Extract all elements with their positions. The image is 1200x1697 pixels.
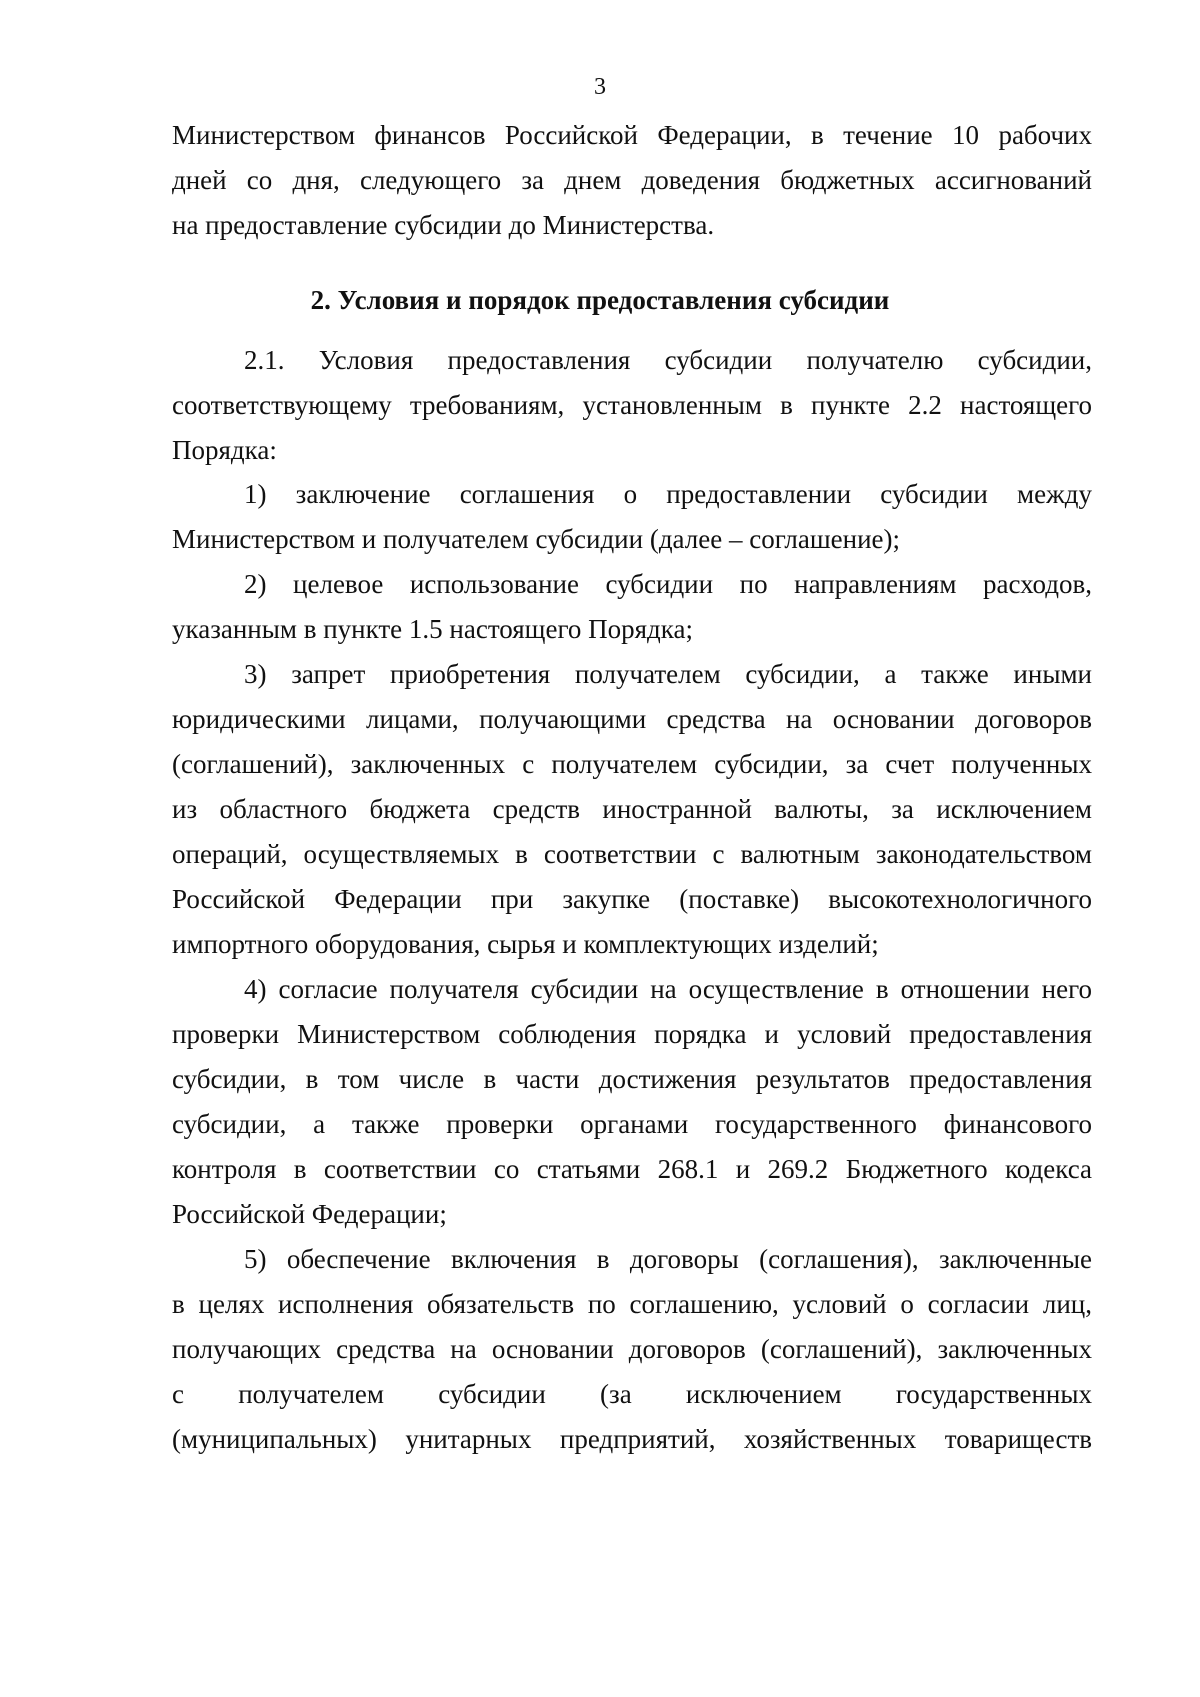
list-item-line: 2) целевое использование субсидии по направлениям расходов, — [244, 569, 1092, 599]
text-line: 2.1. Условия предоставления субсидии получателю субсидии, — [244, 345, 1092, 375]
list-item-line: 3) запрет приобретения получателем субсидии, а также иными — [244, 659, 1092, 689]
list-item-line: Российской Федерации при закупке (поставке) высокотехнологичного — [172, 884, 1092, 914]
text-line: дней со дня, следующего за днем доведения бюджетных ассигнований — [172, 165, 1092, 195]
list-item-line: импортного оборудования, сырья и комплектующих изделий; — [172, 929, 879, 959]
list-item-line: из областного бюджета средств иностранной валюты, за исключением — [172, 794, 1092, 824]
list-item-line: (муниципальных) унитарных предприятий, хозяйственных товариществ — [172, 1424, 1092, 1454]
list-item-line: Российской Федерации; — [172, 1199, 447, 1229]
list-item-line: в целях исполнения обязательств по соглашению, условий о согласии лиц, — [172, 1289, 1092, 1319]
list-item-line: проверки Министерством соблюдения порядка и условий предоставления — [172, 1019, 1092, 1049]
list-item-line: (соглашений), заключенных с получателем субсидии, за счет полученных — [172, 749, 1092, 779]
list-item-line: Министерством и получателем субсидии (далее – соглашение); — [172, 524, 901, 554]
list-item-line: юридическими лицами, получающими средства на основании договоров — [172, 704, 1092, 734]
text-line: соответствующему требованиям, установленным в пункте 2.2 настоящего — [172, 390, 1092, 420]
text-line: Порядка: — [172, 435, 277, 465]
text-line: на предоставление субсидии до Министерства. — [172, 210, 715, 240]
list-item-line: получающих средства на основании договоров (соглашений), заключенных — [172, 1334, 1092, 1364]
page-number: 3 — [594, 74, 606, 100]
list-item-line: контроля в соответствии со статьями 268.1 и 269.2 Бюджетного кодекса — [172, 1154, 1092, 1184]
list-item-line: субсидии, а также проверки органами государственного финансового — [172, 1109, 1092, 1139]
list-item-line: с получателем субсидии (за исключением государственных — [172, 1379, 1092, 1409]
section-heading: 2. Условия и порядок предоставления субсидии — [310, 285, 890, 315]
list-item-line: операций, осуществляемых в соответствии с валютным законодательством — [172, 839, 1092, 869]
list-item-line: 4) согласие получателя субсидии на осуществление в отношении него — [244, 974, 1092, 1004]
list-item-line: субсидии, в том числе в части достижения результатов предоставления — [172, 1064, 1092, 1094]
list-item-line: 5) обеспечение включения в договоры (соглашения), заключенные — [244, 1244, 1092, 1274]
list-item-line: указанным в пункте 1.5 настоящего Порядка; — [172, 614, 693, 644]
text-line: Министерством финансов Российской Федерации, в течение 10 рабочих — [172, 120, 1092, 150]
list-item-line: 1) заключение соглашения о предоставлении субсидии между — [244, 479, 1092, 509]
